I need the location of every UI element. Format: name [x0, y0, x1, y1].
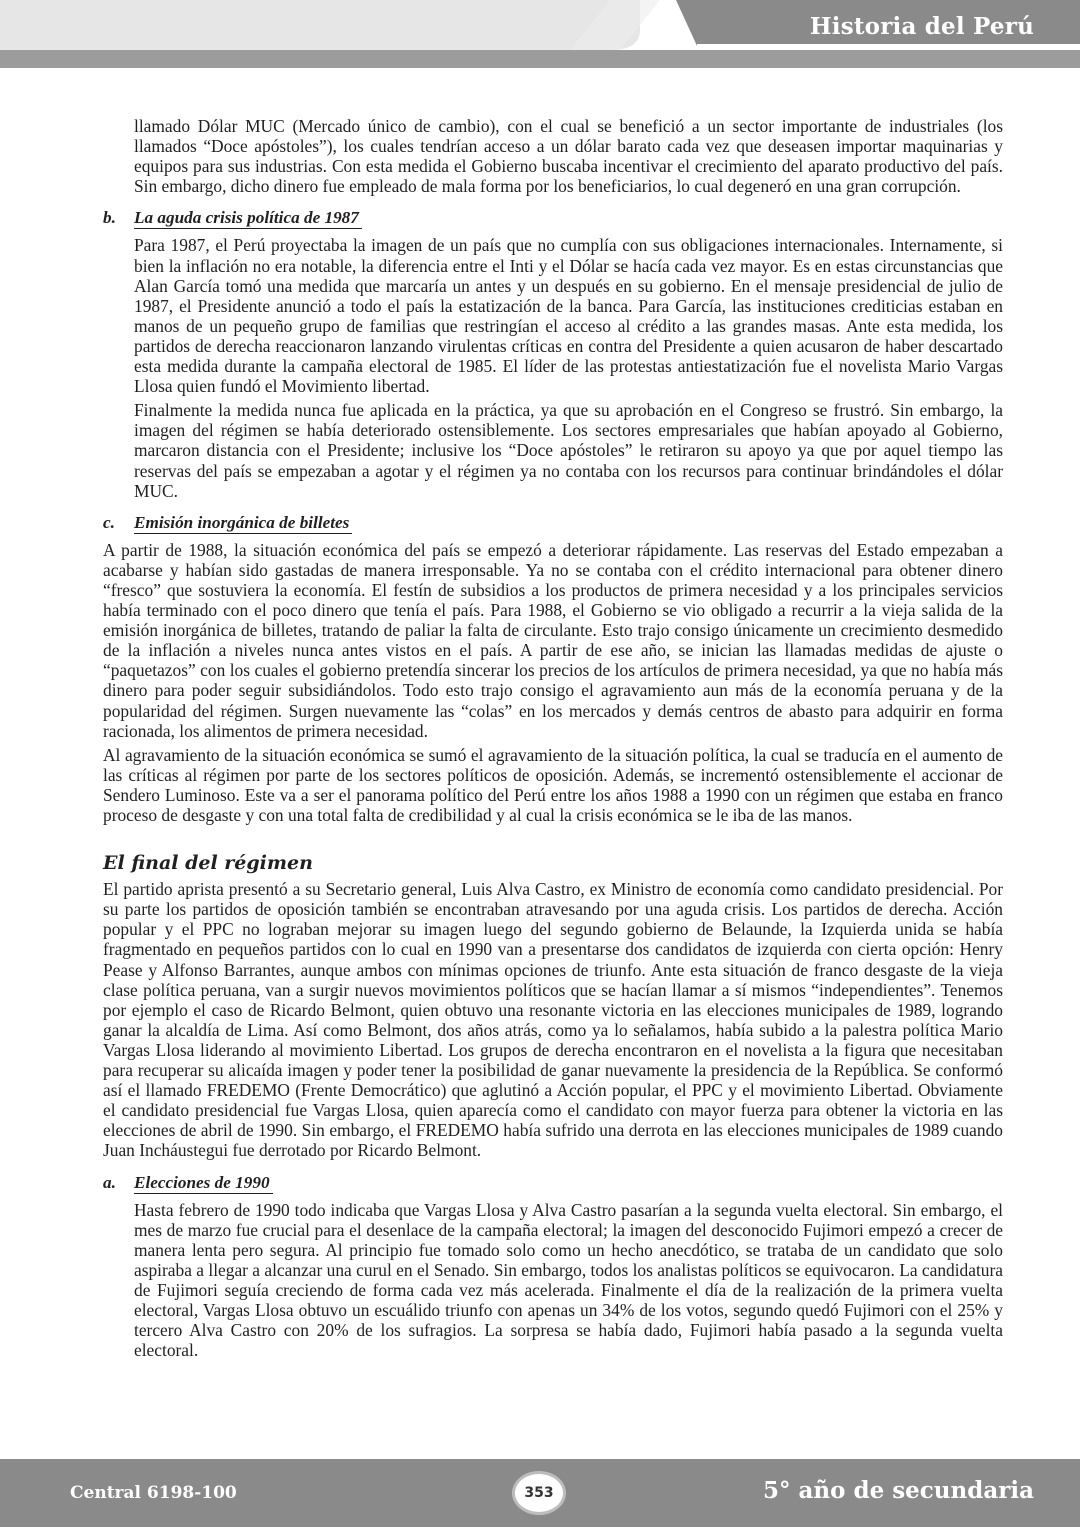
subheading-letter: c. [103, 512, 115, 532]
page-content [103, 116, 1003, 1364]
page-header [0, 0, 1080, 68]
subheading-elecciones-1990 [103, 1173, 1003, 1193]
book-title: Historia del Perú [809, 13, 1034, 40]
subheading-emision-inorganica [103, 513, 1003, 533]
subheading-label: Elecciones de 1990 [134, 1173, 273, 1194]
subheading-crisis-politica-1987 [103, 208, 1003, 228]
subheading-letter: b. [103, 208, 116, 228]
page-footer [0, 1459, 1080, 1527]
page-number-badge: 353 [512, 1471, 566, 1515]
section-title-final-regimen: El final del régimen [103, 852, 313, 875]
subheading-label: Emisión inorgánica de billetes [134, 513, 352, 534]
footer-grade: 5° año de secundaria [763, 1477, 1034, 1504]
paragraph-emision-1: A partir de 1988, la situación económica del país se empezó a deteriorar rápidamente. Las reservas del Estado empezaban a acabarse y habían sido gastadas de manera irresponsable. Ya no se contaba con el crédito internacional para obtener dinero “fresco” que sostuviera la economía. El festín de subsidios a los productos de primera necesidad y a los principales servicios había terminado con el poco dinero que tenía el país. Para 1988, el Gobierno se vio obligado a recurrir a la vieja salida de la emisión inorgánica de billetes, tratando de paliar la falta de circulante. Esto trajo consigo únicamente un crecimiento desmedido de la inflación a niveles nunca antes vistos en el país. A partir de ese año, se inician las llamadas medidas de ajuste o “paquetazos” con los cuales el gobierno pretendía sincerar los precios de los artículos de primera necesidad, ya que no había más dinero para poder seguir subsidiándolos. Todo esto trajo consigo el agravamiento aun más de la economía peruana y de la popularidad del régimen. Surgen nuevamente las “colas” en los mercados y demás centros de abasto para adquirir en forma racionada, los alimentos de primera necesidad. [103, 539, 1003, 741]
subheading-label: La aguda crisis política de 1987 [134, 208, 362, 229]
paragraph-crisis-2: Finalmente la medida nunca fue aplicada en la práctica, ya que su aprobación en el Congreso se frustró. Sin embargo, la imagen del régimen se había deteriorado ostensiblemente. Los sectores empresariales que habían apoyado al Gobierno, marcaron distancia con el Presidente; inclusive los “Doce apóstoles” le retiraron su apoyo ya que por aquel tiempo las reservas del país se empezaban a agotar y el régimen ya no contaba con los recursos para continuar brindándoles el dólar MUC. [134, 400, 1003, 501]
paragraph-elecciones: Hasta febrero de 1990 todo indicaba que Vargas Llosa y Alva Castro pasarían a la segunda vuelta electoral. Sin embargo, el mes de marzo fue crucial para el desenlace de la campaña electoral; la imagen del desconocido Fujimori empezó a crecer de manera lenta pero segura. Al principio fue tomado solo como un hecho anecdótico, se trataba de un candidato que solo aspiraba a llegar a alcanzar una curul en el Senado. Sin embargo, todos los analistas políticos se equivocaron. La candidatura de Fujimori seguía creciendo de forma cada vez más acelerada. Finalmente el día de la realización de la primera vuelta electoral, Vargas Llosa obtuvo un escuálido triunfo con apenas un 34% de los votos, segundo quedó Fujimori con el 25% y tercero Alva Castro con 20% de los sufragios. La sorpresa se había dado, Fujimori había pasado a la segunda vuelta electoral. [134, 1199, 1003, 1361]
footer-contact: Central 6198-100 [70, 1483, 237, 1503]
paragraph-dolar-muc: llamado Dólar MUC (Mercado único de cambio), con el cual se benefició a un sector importante de industriales (los llamados “Doce apóstoles”), los cuales tendrían acceso a un dólar barato cada vez que deseasen importar maquinarias y equipos para sus industrias. Con esta medida el Gobierno buscaba incentivar el crecimiento del aparato productivo del país. Sin embargo, dicho dinero fue empleado de mala forma por los beneficiarios, lo cual degeneró en una gran corrupción. [134, 116, 1003, 197]
subheading-letter: a. [103, 1172, 116, 1192]
paragraph-crisis-1: Para 1987, el Perú proyectaba la imagen de un país que no cumplía con sus obligaciones internacionales. Internamente, si bien la inflación no era notable, la diferencia entre el Inti y el Dólar se hacía cada vez mayor. Es en estas circunstancias que Alan García tomó una medida que marcaría un antes y un después en su gobierno. En el mensaje presidencial de julio de 1987, el Presidente anunció a todo el país la estatización de la banca. Para García, las instituciones crediticias estaban en manos de un pequeño grupo de familias que restringían el acceso al crédito a las grandes masas. Ante esta medida, los partidos de derecha reaccionaron lanzando virulentas críticas en contra del Presidente a quien acusaron de haber descartado esta medida durante la campaña electoral de 1985. El líder de las protestas antiestatización fue el novelista Mario Vargas Llosa quien fundó el Movimiento libertad. [134, 235, 1003, 397]
paragraph-emision-2: Al agravamiento de la situación económica se sumó el agravamiento de la situación política, la cual se traducía en el aumento de las críticas al régimen por parte de los sectores políticos de oposición. Además, se incrementó ostensiblemente el accionar de Sendero Luminoso. Este va a ser el panorama político del Perú entre los años 1988 a 1990 con un régimen que estaba en franco proceso de desgaste y con una total falta de credibilidad y al cual la crisis económica se le iba de las manos. [103, 744, 1003, 825]
paragraph-final-regimen: El partido aprista presentó a su Secretario general, Luis Alva Castro, ex Ministro de economía como candidato presidencial. Por su parte los partidos de oposición también se encontraban atravesando por una aguda crisis. Los partidos de derecha. Acción popular y el PPC no lograban mejorar su imagen luego del segundo gobierno de Belaunde, la Izquierda unida se había fragmentado en pequeños partidos con lo cual en 1990 van a presentarse dos candidatos de izquierda con cierta opción: Henry Pease y Alfonso Barrantes, aunque ambos con mínimas opciones de triunfo. Ante esta situación de franco desgaste de la vieja clase política peruana, van a surgir nuevos movimientos políticos que se hacían llamar a sí mismos “independientes”. Tenemos por ejemplo el caso de Ricardo Belmont, quien obtuvo una resonante victoria en las elecciones municipales de 1989, logrando ganar la alcaldía de Lima. Así como Belmont, dos años atrás, como ya lo señalamos, había subido a la palestra política Mario Vargas Llosa liderando al movimiento Libertad. Los grupos de derecha encontraron en el novelista a la figura que necesitaban para recuperar su alicaída imagen y poder tener la posibilidad de ganar nuevamente la presidencia de la República. Se conformó así el llamado FREDEMO (Frente Democrático) que aglutinó a Acción popular, el PPC y el movimiento Libertad. Obviamente el candidato presidencial fue Vargas Llosa, quien aparecía como el candidato con mayor fuerza para obtener la victoria en las elecciones de abril de 1990. Sin embargo, el FREDEMO había sufrido una derrota en las elecciones municipales de 1989 cuando Juan Incháustegui fue derrotado por Ricardo Belmont. [103, 879, 1003, 1161]
